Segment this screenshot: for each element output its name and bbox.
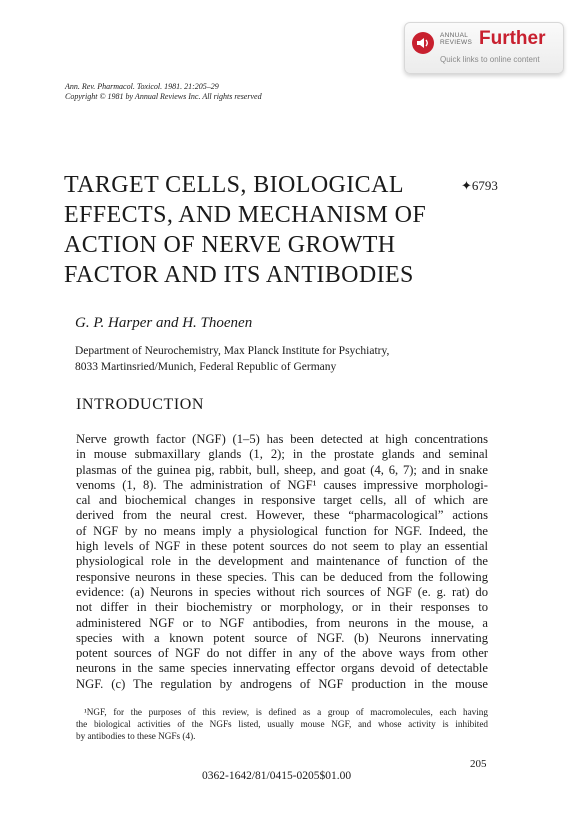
- body-line: NGF. (c) The regulation by androgens of NGF production in the mouse: [76, 676, 488, 691]
- author-names: G. P. Harper and H. Thoenen: [75, 315, 253, 331]
- body-line: responsive neurons in these species. This can be deduced from the following: [76, 569, 488, 584]
- quick-links-label: Quick links to online content: [440, 55, 540, 64]
- journal-citation: [65, 82, 262, 102]
- body-line: physiological role in the development and maintenance of function of the: [76, 554, 488, 569]
- title-line: TARGET CELLS, BIOLOGICAL: [64, 172, 404, 198]
- body-line: neurons in the same species innervating effector organs devoid of detectable: [76, 661, 488, 676]
- brand-line-2: REVIEWS: [440, 39, 473, 46]
- article-identifier: 0362-1642/81/0415-0205$01.00: [202, 770, 352, 782]
- page-number: 205: [470, 758, 487, 770]
- footnote-line: ¹NGF, for the purposes of this review, is defined as a group of macromolecules, each having: [84, 707, 488, 717]
- annual-reviews-further-banner[interactable]: [404, 22, 564, 74]
- title-line: EFFECTS, AND MECHANISM OF: [64, 202, 427, 228]
- body-line: venoms (1, 8). The administration of NGF¹ causes impressive morphologi-: [76, 477, 488, 492]
- footnote-line: by antibodies to these NGFs (4).: [76, 731, 196, 742]
- body-line: evidence: (a) Neurons in species without rich sources of NGF (e. g. rat) do: [76, 584, 488, 599]
- title-line: ACTION OF NERVE GROWTH: [64, 232, 396, 258]
- body-line: species with a known potent source of NGF. (b) Neurons innervating: [76, 630, 488, 645]
- article-title: [64, 170, 426, 290]
- annual-reviews-logo-text: [440, 32, 472, 46]
- article-code: ✦6793: [461, 178, 498, 193]
- further-label: Further: [479, 28, 546, 49]
- body-text: [76, 432, 488, 692]
- body-line: potent sources of NGF do not differ in any of the above ways from other: [76, 646, 488, 661]
- affiliation-line: Department of Neurochemistry, Max Planck Institute for Psychiatry,: [75, 345, 390, 357]
- brand-line-1: ANNUAL: [440, 32, 469, 39]
- body-line: cal and biochemical changes in responsive target cells, all of which are: [76, 493, 488, 508]
- citation-line-1: Ann. Rev. Pharmacol. Toxicol. 1981. 21:205–29: [65, 82, 219, 91]
- affiliation: [75, 343, 389, 375]
- affiliation-line: 8033 Martinsried/Munich, Federal Republic of Germany: [75, 361, 337, 373]
- body-line: derived from the neural crest. However, these “pharmacological” actions: [76, 508, 488, 523]
- body-line: plasmas of the guinea pig, rabbit, bull, sheep, and goat (4, 6, 7); and in snake: [76, 462, 488, 477]
- footnote-line: the biological activities of the NGFs listed, usually mouse NGF, and whose activity is inhibited: [76, 719, 488, 730]
- body-line: high levels of NGF in these potent sources do not seem to play an essential: [76, 539, 488, 554]
- citation-line-2: Copyright © 1981 by Annual Reviews Inc. All rights reserved: [65, 92, 262, 101]
- body-line: of NGF by no means imply a physiological function for NGF. Indeed, the: [76, 523, 488, 538]
- speaker-icon: [412, 32, 434, 54]
- title-line: FACTOR AND ITS ANTIBODIES: [64, 262, 414, 288]
- body-line: Nerve growth factor (NGF) (1–5) has been detected at high concentrations: [76, 432, 488, 446]
- section-heading: INTRODUCTION: [76, 396, 205, 413]
- body-line: not differ in their biochemistry or morphology, or in their responses to: [76, 600, 488, 615]
- footnote: [76, 706, 488, 743]
- body-line: in mouse submaxillary glands (1, 2); in the prostate glands and seminal: [76, 447, 488, 462]
- body-line: administered NGF or to NGF antibodies, from neurons in the mouse, a: [76, 615, 488, 630]
